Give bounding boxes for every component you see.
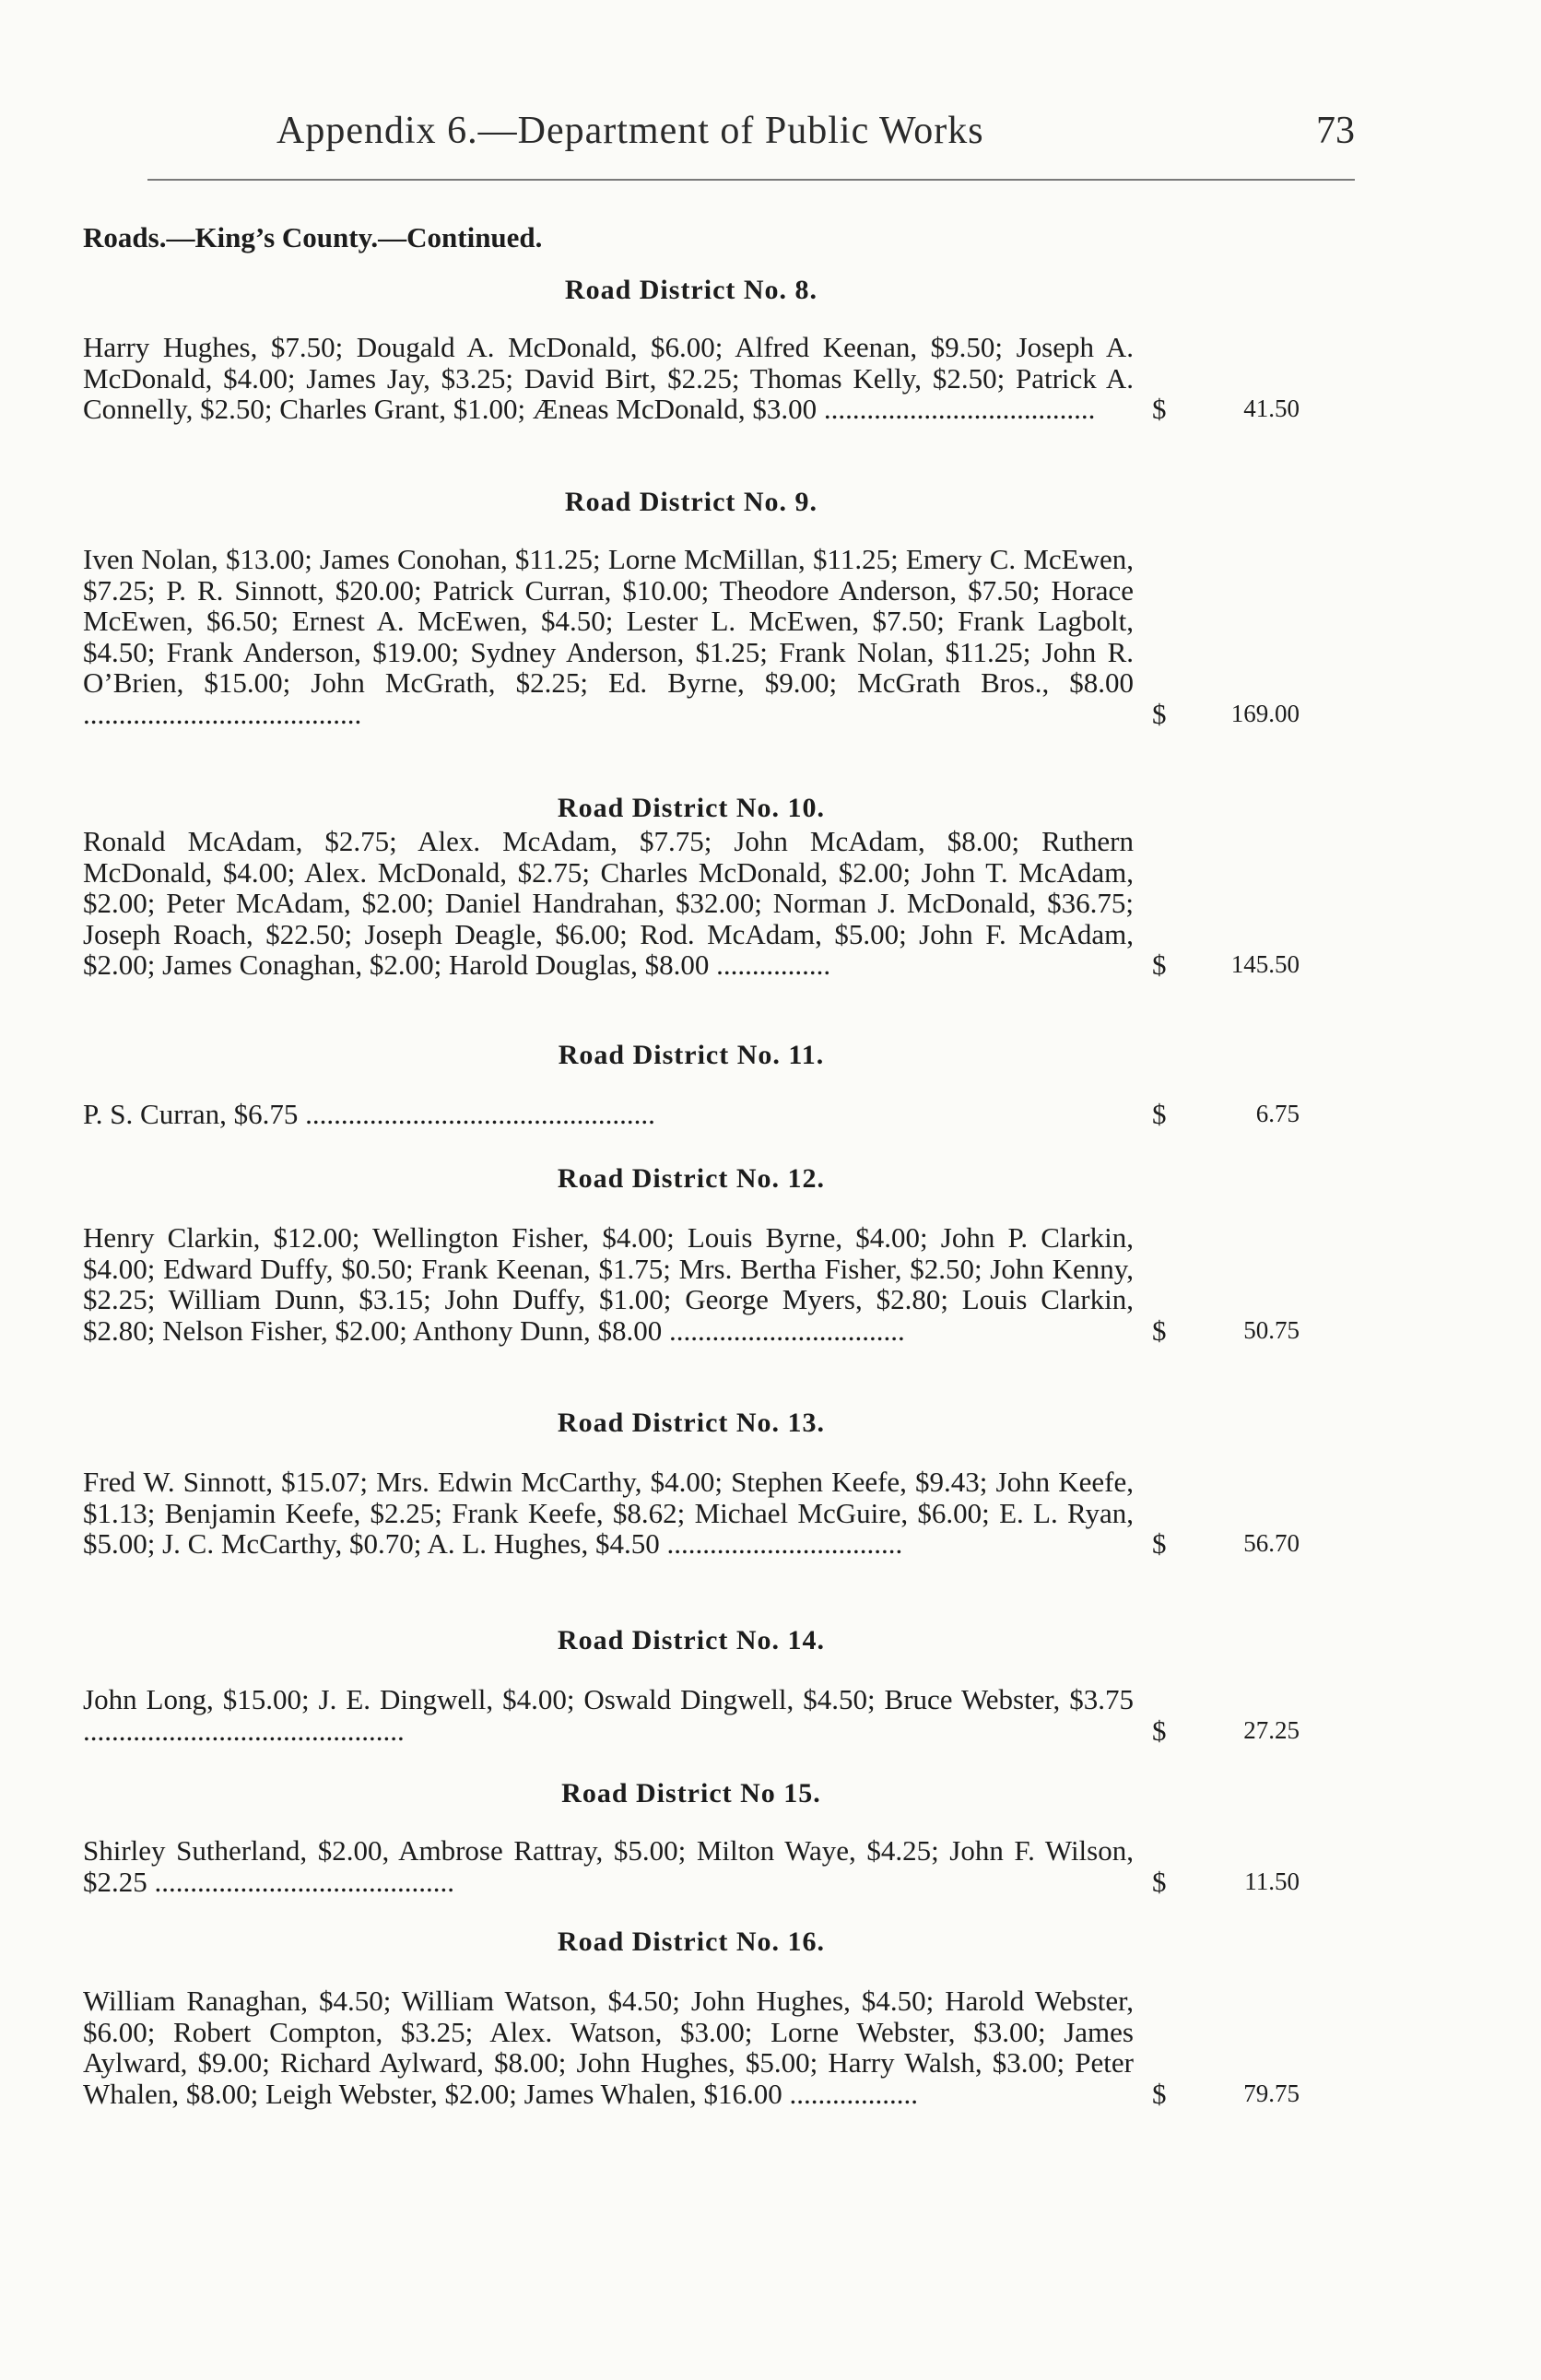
district-total: 79.75 [1243,2079,1300,2107]
page-number: 73 [1316,110,1355,152]
district-total: 169.00 [1230,699,1300,727]
road-district-9 [83,487,1300,729]
dollar-sign: $ [1152,1714,1167,1747]
dollar-sign: $ [1152,1098,1167,1130]
road-district-8 [83,275,1300,425]
road-district-10 [83,793,1300,981]
district-title: Road District No. 11. [558,1040,825,1070]
road-district-13 [83,1408,1300,1560]
district-entry [83,1099,1300,1130]
dollar-sign: $ [1152,1314,1167,1347]
header-rule [147,179,1355,181]
road-district-11 [83,1040,1300,1130]
district-title: Road District No. 10. [557,793,826,823]
district-entry [83,332,1300,425]
district-payees: Shirley Sutherland, $2.00, Ambrose Rattray, $5.00; Milton Waye, $4.25; John F. Wilson, $2.25 .......................................... [83,1834,1134,1898]
dollar-sign: $ [1152,1527,1167,1560]
district-entry [83,544,1300,729]
dollar-sign: $ [1152,697,1167,730]
district-title: Road District No. 12. [557,1163,826,1194]
district-payees: John Long, $15.00; J. E. Dingwell, $4.00; Oswald Dingwell, $4.50; Bruce Webster, $3.75 ............................................. [83,1683,1134,1747]
district-payees: Iven Nolan, $13.00; James Conohan, $11.25; Lorne McMillan, $11.25; Emery C. McEwen, $7.25; P. R. Sinnott, $20.00; Patrick Curran, $10.00; Theodore Anderson, $7.50; Horace McEwen, $6.50; Ernest A. McEwen, $4.50; Lester L. McEwen, $7.50; Frank Lagbolt, $4.50; Frank Anderson, $19.00; Sydney Anderson, $1.25; Frank Nolan, $11.25; John R. O’Brien, $15.00; John McGrath, $2.25; Ed. Byrne, $9.00; McGrath Bros., $8.00 ....................................... [83,543,1134,730]
dollar-sign: $ [1152,2077,1167,2110]
dollar-sign: $ [1152,393,1167,425]
district-payees: P. S. Curran, $6.75 ................................................. [83,1098,655,1130]
road-district-14 [83,1625,1300,1746]
district-entry [83,1985,1300,2109]
district-total: 145.50 [1230,950,1300,978]
district-total: 41.50 [1243,395,1300,422]
road-district-15 [83,1778,1300,1897]
district-total: 56.70 [1243,1529,1300,1557]
dollar-sign: $ [1152,1865,1167,1898]
dollar-sign: $ [1152,948,1167,981]
district-entry [83,1467,1300,1560]
district-total: 50.75 [1243,1315,1300,1344]
road-district-12 [83,1163,1300,1346]
district-payees: William Ranaghan, $4.50; William Watson, $4.50; John Hughes, $4.50; Harold Webster, $6.00; Robert Compton, $3.25; Alex. Watson, $3.00; Lorne Webster, $3.00; James Aylward, $9.00; Richard Aylward, $8.00; John Hughes, $5.00; Harry Walsh, $3.00; Peter Whalen, $8.00; Leigh Webster, $2.00; James Whalen, $16.00 .................. [83,1985,1134,2110]
district-total: 6.75 [1255,1100,1300,1127]
district-payees: Harry Hughes, $7.50; Dougald A. McDonald, $6.00; Alfred Keenan, $9.50; Joseph A. McDonald, $4.00; James Jay, $3.25; David Birt, $2.25; Thomas Kelly, $2.50; Patrick A. Connelly, $2.50; Charles Grant, $1.00; Æneas McDonald, $3.00 ...................................... [83,331,1134,425]
district-title: Road District No. 13. [557,1408,826,1438]
district-title: Road District No. 8. [564,275,818,305]
district-title: Road District No. 9. [564,487,818,517]
district-entry [83,1684,1300,1746]
section-heading: Roads.—King’s County.—Continued. [83,221,543,253]
road-district-16 [83,1926,1300,2109]
district-total: 11.50 [1244,1867,1300,1895]
running-head: Appendix 6.—Department of Public Works [276,110,984,152]
district-title: Road District No. 14. [557,1625,826,1655]
district-total: 27.25 [1243,1715,1300,1744]
district-title: Road District No. 16. [557,1926,826,1957]
district-entry [83,826,1300,981]
district-entry [83,1835,1300,1897]
district-payees: Ronald McAdam, $2.75; Alex. McAdam, $7.75; John McAdam, $8.00; Ruthern McDonald, $4.00; Alex. McDonald, $2.75; Charles McDonald, $2.00; John T. McAdam, $2.00; Peter McAdam, $2.00; Daniel Handrahan, $32.00; Norman J. McDonald, $36.75; Joseph Roach, $22.50; Joseph Deagle, $6.00; Rod. McAdam, $5.00; John F. McAdam, $2.00; James Conaghan, $2.00; Harold Douglas, $8.00 ................ [83,825,1134,981]
district-payees: Fred W. Sinnott, $15.07; Mrs. Edwin McCarthy, $4.00; Stephen Keefe, $9.43; John Keefe, $1.13; Benjamin Keefe, $2.25; Frank Keefe, $8.62; Michael McGuire, $6.00; E. L. Ryan, $5.00; J. C. McCarthy, $0.70; A. L. Hughes, $4.50 ................................. [83,1466,1134,1560]
district-title: Road District No 15. [561,1778,821,1809]
district-entry [83,1222,1300,1346]
district-payees: Henry Clarkin, $12.00; Wellington Fisher, $4.00; Louis Byrne, $4.00; John P. Clarkin, $4.00; Edward Duffy, $0.50; Frank Keenan, $1.75; Mrs. Bertha Fisher, $2.50; John Kenny, $2.25; William Dunn, $3.15; John Duffy, $1.00; George Myers, $2.80; Louis Clarkin, $2.80; Nelson Fisher, $2.00; Anthony Dunn, $8.00 ................................. [83,1221,1134,1347]
